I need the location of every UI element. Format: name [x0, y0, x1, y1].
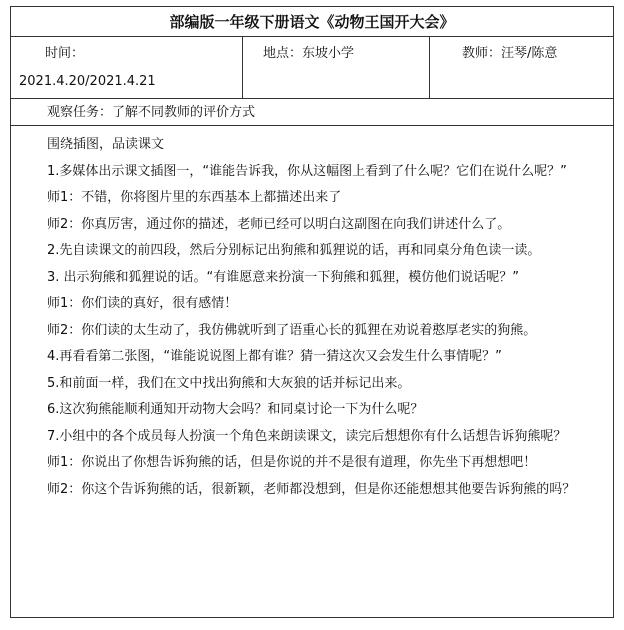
paragraph: 师2：你这个告诉狗熊的话，很新颖，老师都没想到，但是你还能想想其他要告诉狗熊的吗？ — [47, 481, 576, 497]
paragraph: 师2：你们读的太生动了，我仿佛就听到了语重心长的狐狸在劝说着憨厚老实的狗熊。 — [47, 322, 537, 338]
place-cell — [243, 37, 430, 98]
paragraph: 3. 出示狗熊和狐狸说的话。“有谁愿意来扮演一下狗熊和狐狸，模仿他们说话呢？” — [47, 269, 520, 285]
time-value: 2021.4.20/2021.4.21 — [19, 74, 156, 89]
place-text: 地点：东坡小学 — [263, 46, 355, 61]
paragraph: 师1：你说出了你想告诉狗熊的话，但是你说的并不是很有道理，你先坐下再想想吧！ — [47, 455, 537, 470]
paragraph: 师2：你真厉害，通过你的描述，老师已经可以明白这副图在向我们讲述什么了。 — [47, 216, 511, 232]
teacher-text: 教师：汪琴/陈意 — [462, 46, 558, 61]
info-row — [11, 37, 613, 99]
paragraph: 2.先自读课文的前四段，然后分别标记出狗熊和狐狸说的话，再和同桌分角色读一读。 — [47, 243, 541, 258]
paragraph: 师1：不错，你将图片里的东西基本上都描述出来了 — [47, 190, 342, 205]
teacher-cell — [430, 37, 613, 98]
paragraph: 7.小组中的各个成员每人扮演一个角色来朗读课文，读完后想想你有什么话想告诉狗熊呢？ — [47, 428, 567, 444]
document-title: 部编版一年级下册语文《动物王国开大会》 — [11, 7, 613, 37]
lesson-content — [11, 126, 613, 617]
paragraph: 1.多媒体出示课文插图一，“谁能告诉我，你从这幅图上看到了什么呢？它们在说什么呢？” — [47, 163, 567, 179]
paragraph: 4.再看看第二张图，“谁能说说图上都有谁？猜一猜这次又会发生什么事情呢？” — [47, 349, 502, 364]
paragraph: 围绕插图，品读课文 — [47, 137, 165, 152]
time-label: 时间： — [45, 46, 85, 61]
paragraph: 6.这次狗熊能顺利通知开动物大会吗？和同桌讨论一下为什么呢？ — [47, 402, 424, 417]
paragraph: 5.和前面一样，我们在文中找出狗熊和大灰狼的话并标记出来。 — [47, 375, 411, 391]
observation-task: 观察任务：了解不同教师的评价方式 — [11, 99, 613, 126]
paragraph: 师1：你们读的真好，很有感情！ — [47, 296, 238, 311]
observation-record-table — [10, 6, 614, 618]
time-cell — [11, 37, 243, 98]
